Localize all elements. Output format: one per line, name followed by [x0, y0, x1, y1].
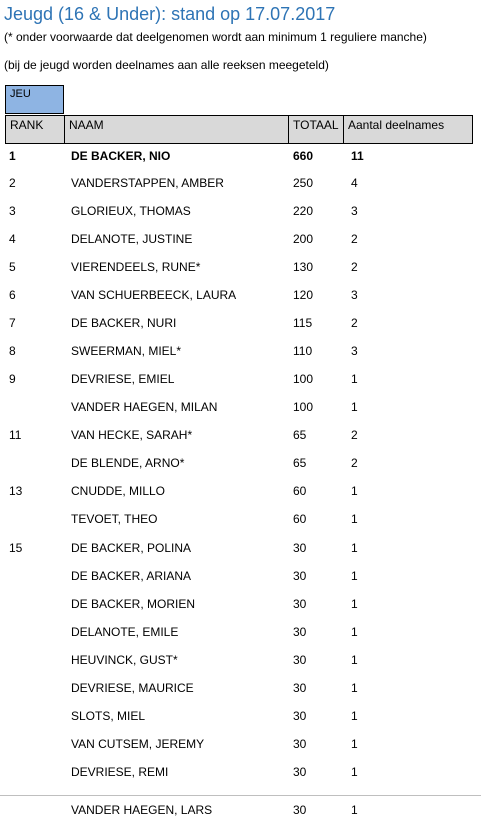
- name-cell: VANDERSTAPPEN, AMBER: [71, 176, 224, 190]
- table-row: [0, 257, 481, 277]
- count-cell: 1: [351, 400, 358, 414]
- name-cell: DE BACKER, NURI: [71, 316, 177, 330]
- name-cell: VAN CUTSEM, JEREMY: [71, 737, 205, 751]
- total-cell: 100: [293, 400, 314, 414]
- table-row: [0, 678, 481, 698]
- table-row: [0, 538, 481, 558]
- table-row: [0, 285, 481, 305]
- total-cell: 30: [293, 681, 307, 695]
- table-row: [0, 146, 481, 166]
- count-cell: 1: [351, 803, 358, 817]
- rank-cell: 4: [9, 232, 16, 246]
- count-cell: 1: [351, 765, 358, 779]
- count-cell: 2: [351, 456, 358, 470]
- table-row: [0, 201, 481, 221]
- name-cell: VANDER HAEGEN, LARS: [71, 803, 213, 817]
- name-cell: DEVRIESE, REMI: [71, 765, 169, 779]
- count-cell: 3: [351, 344, 358, 358]
- count-cell: 3: [351, 288, 358, 302]
- total-cell: 30: [293, 803, 307, 817]
- table-row: [0, 453, 481, 473]
- name-cell: DE BACKER, ARIANA: [71, 569, 192, 583]
- name-cell: DEVRIESE, MAURICE: [71, 681, 194, 695]
- total-cell: 30: [293, 653, 307, 667]
- total-cell: 110: [293, 344, 313, 358]
- count-cell: 2: [351, 316, 358, 330]
- condition-note: (* onder voorwaarde dat deelgenomen wordt aan minimum 1 reguliere manche): [4, 30, 427, 44]
- total-cell: 30: [293, 709, 307, 723]
- rank-cell: 5: [9, 260, 16, 274]
- participation-note: (bij de jeugd worden deelnames aan alle reeksen meegeteld): [4, 58, 329, 72]
- count-cell: 1: [351, 597, 358, 611]
- total-cell: 660: [293, 149, 314, 163]
- name-cell: VAN HECKE, SARAH*: [71, 428, 193, 442]
- count-cell: 1: [351, 541, 358, 555]
- table-row: [0, 341, 481, 361]
- total-cell: 30: [293, 625, 307, 639]
- table-row: [0, 706, 481, 726]
- count-cell: 11: [351, 149, 364, 163]
- rank-cell: 6: [9, 288, 16, 302]
- total-cell: 115: [293, 316, 313, 330]
- name-cell: VIERENDEELS, RUNE*: [71, 260, 201, 274]
- category-label: JEU: [5, 85, 64, 114]
- table-row: [0, 800, 481, 820]
- rank-cell: 3: [9, 204, 16, 218]
- name-cell: SWEERMAN, MIEL*: [71, 344, 182, 358]
- table-row: [0, 313, 481, 333]
- total-cell: 130: [293, 260, 314, 274]
- count-cell: 1: [351, 737, 358, 751]
- total-cell: 100: [293, 372, 314, 386]
- table-row: [0, 762, 481, 782]
- name-cell: SLOTS, MIEL: [71, 709, 146, 723]
- total-cell: 65: [293, 428, 307, 442]
- total-cell: 30: [293, 569, 307, 583]
- table-row: [0, 509, 481, 529]
- table-row: [0, 650, 481, 670]
- count-cell: 3: [351, 204, 358, 218]
- count-cell: 2: [351, 260, 358, 274]
- page-title: Jeugd (16 & Under): stand op 17.07.2017: [4, 4, 336, 24]
- rank-cell: 13: [9, 484, 23, 498]
- count-cell: 4: [351, 176, 358, 190]
- total-cell: 30: [293, 737, 307, 751]
- table-row: [0, 397, 481, 417]
- header-total: TOTAAL: [288, 115, 344, 144]
- total-cell: 250: [293, 176, 314, 190]
- total-cell: 220: [293, 204, 314, 218]
- total-cell: 30: [293, 541, 307, 555]
- count-cell: 1: [351, 681, 358, 695]
- table-row: [0, 173, 481, 193]
- name-cell: HEUVINCK, GUST*: [71, 653, 178, 667]
- rank-cell: 8: [9, 344, 16, 358]
- header-name: NAAM: [64, 115, 289, 144]
- divider: [0, 795, 481, 796]
- total-cell: 60: [293, 512, 307, 526]
- total-cell: 30: [293, 765, 307, 779]
- count-cell: 1: [351, 569, 358, 583]
- rank-cell: 1: [9, 149, 16, 163]
- count-cell: 2: [351, 428, 358, 442]
- name-cell: DELANOTE, JUSTINE: [71, 232, 193, 246]
- table-row: [0, 369, 481, 389]
- rank-cell: 7: [9, 316, 16, 330]
- total-cell: 200: [293, 232, 314, 246]
- rank-cell: 9: [9, 372, 16, 386]
- name-cell: VAN SCHUERBEECK, LAURA: [71, 288, 237, 302]
- table-row: [0, 481, 481, 501]
- name-cell: DE BACKER, POLINA: [71, 541, 192, 555]
- table-row: [0, 229, 481, 249]
- count-cell: 1: [351, 372, 358, 386]
- count-cell: 1: [351, 625, 358, 639]
- table-row: [0, 425, 481, 445]
- total-cell: 60: [293, 484, 307, 498]
- name-cell: CNUDDE, MILLO: [71, 484, 166, 498]
- table-row: [0, 566, 481, 586]
- count-cell: 2: [351, 232, 358, 246]
- name-cell: DEVRIESE, EMIEL: [71, 372, 175, 386]
- header-rank: RANK: [5, 115, 65, 144]
- count-cell: 1: [351, 512, 358, 526]
- rank-cell: 11: [9, 428, 22, 442]
- table-row: [0, 594, 481, 614]
- name-cell: DE BLENDE, ARNO*: [71, 456, 185, 470]
- rank-cell: 2: [9, 176, 16, 190]
- header-count: Aantal deelnames: [343, 115, 473, 144]
- name-cell: GLORIEUX, THOMAS: [71, 204, 191, 218]
- rank-cell: 15: [9, 541, 23, 555]
- count-cell: 1: [351, 653, 358, 667]
- table-row: [0, 622, 481, 642]
- name-cell: DE BACKER, MORIEN: [71, 597, 196, 611]
- total-cell: 30: [293, 597, 307, 611]
- count-cell: 1: [351, 709, 358, 723]
- name-cell: DE BACKER, NIO: [71, 149, 171, 163]
- total-cell: 65: [293, 456, 307, 470]
- total-cell: 120: [293, 288, 314, 302]
- name-cell: DELANOTE, EMILE: [71, 625, 179, 639]
- name-cell: TEVOET, THEO: [71, 512, 158, 526]
- table-row: [0, 734, 481, 754]
- count-cell: 1: [351, 484, 358, 498]
- name-cell: VANDER HAEGEN, MILAN: [71, 400, 218, 414]
